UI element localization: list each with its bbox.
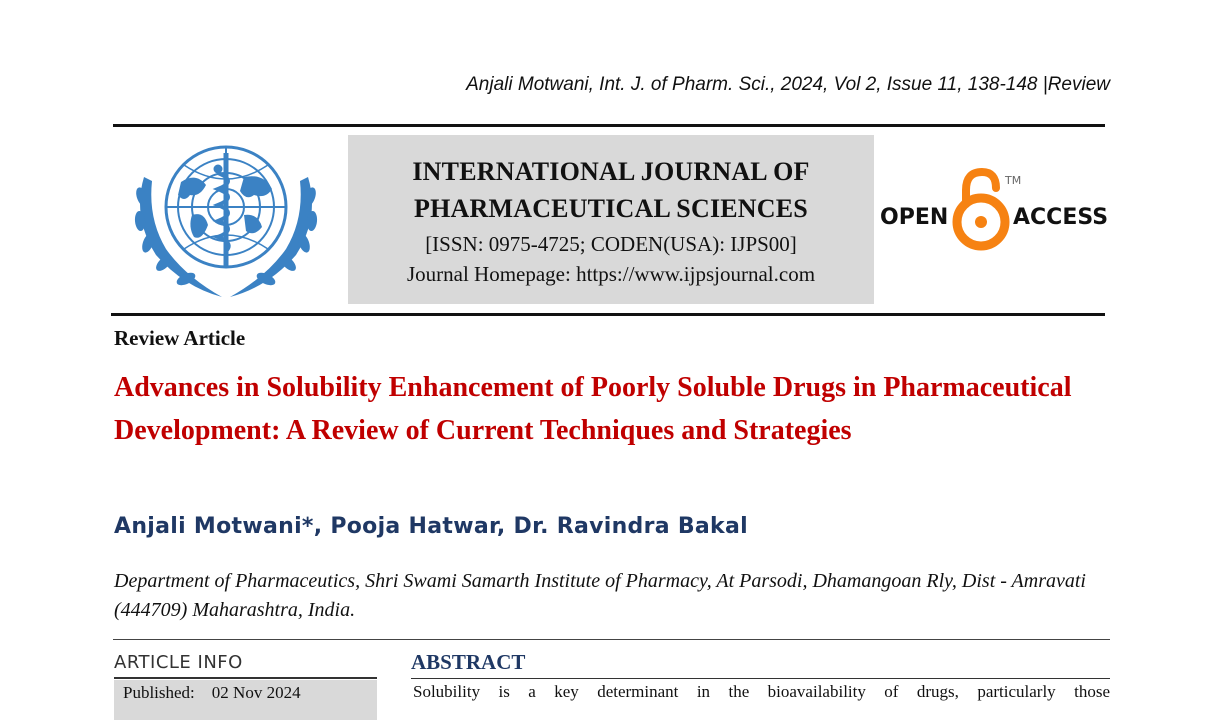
open-access-right-text: ACCESS <box>1013 205 1109 230</box>
journal-title-line1: INTERNATIONAL JOURNAL OF <box>412 157 810 186</box>
header-rule-bottom <box>111 313 1105 316</box>
journal-masthead <box>348 135 874 304</box>
published-label: Published: <box>123 683 195 702</box>
who-emblem-icon <box>126 137 326 305</box>
abstract-text: Solubility is a key determinant in the bioavailability of drugs, particularly those <box>413 682 1110 701</box>
running-head: Anjali Motwani, Int. J. of Pharm. Sci., 2024, Vol 2, Issue 11, 138-148 |Review <box>466 74 1110 95</box>
header-rule-top <box>113 124 1105 127</box>
open-access-logo <box>880 166 1110 254</box>
journal-homepage[interactable]: Journal Homepage: https://www.ijpsjournal.com <box>406 262 816 286</box>
article-authors: Anjali Motwani*, Pooja Hatwar, Dr. Ravindra Bakal <box>114 514 748 539</box>
open-lock-icon <box>957 172 1005 246</box>
abstract-rule <box>411 678 1110 679</box>
section-divider <box>113 639 1110 640</box>
journal-title <box>348 153 874 227</box>
article-title: Advances in Solubility Enhancement of Poorly Soluble Drugs in Pharmaceutical Development: A Review of Current Techniques and Strategies <box>114 372 1072 446</box>
author-affiliation: Department of Pharmaceutics, Shri Swami Samarth Institute of Pharmacy, At Parsodi, Dhamangoan Rly, Dist - Amravati (444709) Maharashtra, India. <box>114 570 1086 621</box>
published-date: 02 Nov 2024 <box>211 683 301 702</box>
article-info-label: ARTICLE INFO <box>114 652 243 673</box>
article-info-rule <box>114 677 377 679</box>
article-type: Review Article <box>114 326 246 350</box>
open-access-left-text: OPEN <box>880 205 949 230</box>
published-row <box>123 683 301 703</box>
journal-title-line2: PHARMACEUTICAL SCIENCES <box>414 194 808 223</box>
abstract-heading: ABSTRACT <box>411 650 526 674</box>
open-access-tm: TM <box>1005 174 1022 187</box>
journal-issn: [ISSN: 0975-4725; CODEN(USA): IJPS00] <box>425 232 797 256</box>
